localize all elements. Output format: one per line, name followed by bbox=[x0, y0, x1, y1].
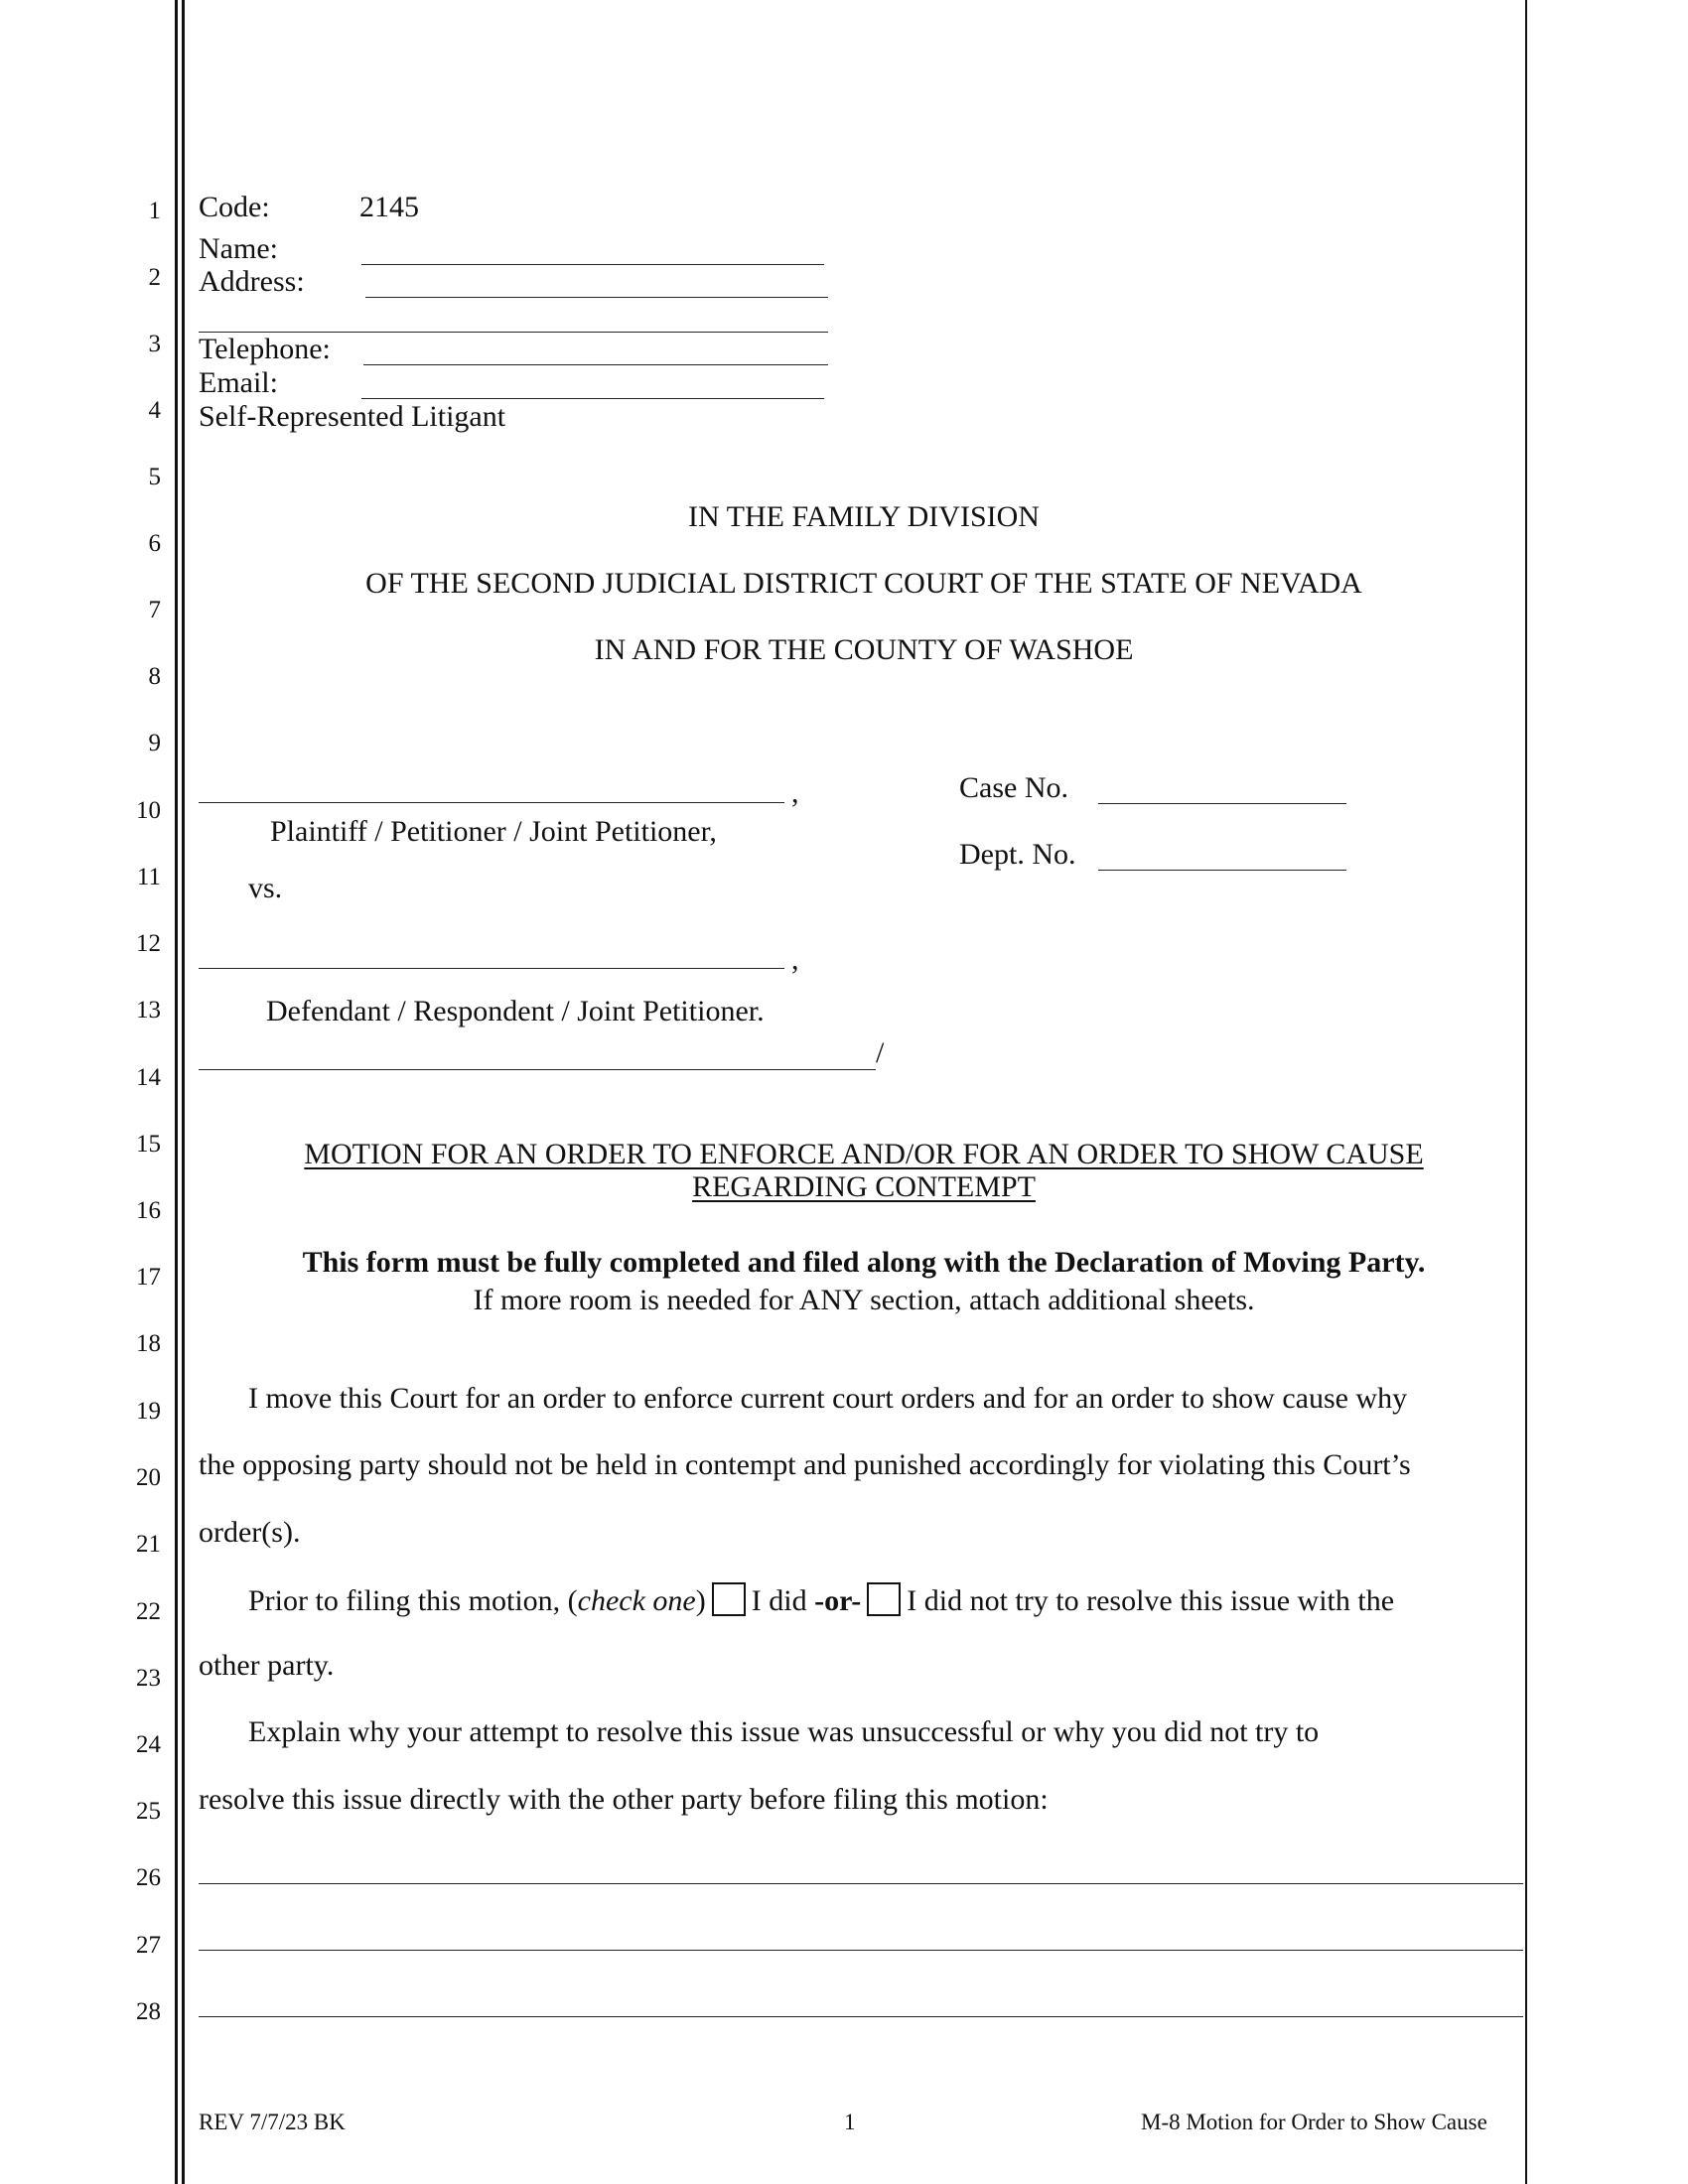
line-number: 12 bbox=[136, 930, 161, 957]
court-heading-line-3: IN AND FOR THE COUNTY OF WASHOE bbox=[594, 633, 1134, 666]
footer-revision: REV 7/7/23 BK bbox=[199, 2110, 346, 2134]
line-number: 20 bbox=[136, 1464, 161, 1491]
caption-slash: / bbox=[876, 1036, 885, 1069]
line-number: 27 bbox=[136, 1932, 161, 1959]
line-number: 11 bbox=[136, 864, 161, 890]
telephone-label: Telephone: bbox=[199, 333, 331, 365]
p2-did-not-label: I did not try to resolve this issue with the bbox=[907, 1584, 1395, 1617]
body-p2-line-1 bbox=[248, 1582, 1394, 1618]
code-label: Code: bbox=[199, 191, 270, 223]
did-checkbox[interactable] bbox=[712, 1582, 746, 1616]
line-number: 28 bbox=[136, 1998, 161, 2025]
court-heading-line-1: IN THE FAMILY DIVISION bbox=[688, 500, 1040, 533]
email-field[interactable] bbox=[361, 398, 824, 399]
p2-prefix: Prior to filing this motion, ( bbox=[248, 1584, 578, 1617]
line-number: 16 bbox=[136, 1197, 161, 1224]
body-p1-line-1: I move this Court for an order to enforce current court orders and for an order to show cause why bbox=[248, 1382, 1408, 1415]
line-number: 17 bbox=[136, 1264, 161, 1291]
line-number: 22 bbox=[136, 1598, 161, 1625]
motion-title-line-1 bbox=[0, 1138, 1688, 1171]
address-field-line-1[interactable] bbox=[365, 297, 828, 298]
line-number: 18 bbox=[136, 1330, 161, 1357]
instructions-bold: This form must be fully completed and filed along with the Declaration of Moving Party. bbox=[302, 1246, 1426, 1279]
defendant-label: Defendant / Respondent / Joint Petitioner. bbox=[266, 995, 765, 1027]
case-number-field[interactable] bbox=[1098, 803, 1346, 804]
line-number: 23 bbox=[136, 1665, 161, 1692]
line-number: 4 bbox=[148, 397, 161, 424]
line-number: 7 bbox=[148, 597, 161, 623]
name-label: Name: bbox=[199, 232, 278, 265]
body-p3-line-1: Explain why your attempt to resolve this issue was unsuccessful or why you did not try to bbox=[248, 1715, 1320, 1748]
p2-or: -or- bbox=[814, 1584, 862, 1617]
line-number: 2 bbox=[148, 264, 161, 291]
p2-check-one: check one bbox=[577, 1584, 696, 1617]
plaintiff-name-field[interactable] bbox=[199, 802, 784, 803]
explanation-line-2[interactable] bbox=[199, 1950, 1523, 1951]
defendant-name-field[interactable] bbox=[199, 968, 784, 969]
line-number: 15 bbox=[136, 1131, 161, 1158]
line-number: 8 bbox=[148, 663, 161, 690]
plaintiff-comma: , bbox=[791, 776, 799, 809]
line-number: 6 bbox=[148, 530, 161, 557]
line-number: 3 bbox=[148, 331, 161, 357]
explanation-line-1[interactable] bbox=[199, 1883, 1523, 1884]
versus-label: vs. bbox=[248, 872, 283, 904]
p2-close-paren: ) bbox=[695, 1584, 706, 1617]
line-number: 13 bbox=[136, 997, 161, 1024]
line-number: 5 bbox=[148, 464, 161, 490]
motion-title-text-2: REGARDING CONTEMPT bbox=[692, 1170, 1036, 1203]
body-p2-line-2: other party. bbox=[199, 1649, 335, 1682]
case-number-label: Case No. bbox=[959, 771, 1068, 804]
code-value: 2145 bbox=[359, 191, 419, 223]
caption-bottom-rule bbox=[199, 1069, 876, 1070]
line-number: 1 bbox=[148, 198, 161, 224]
body-p1-line-3: order(s). bbox=[199, 1516, 301, 1549]
line-number: 26 bbox=[136, 1864, 161, 1891]
motion-title-line-2 bbox=[0, 1170, 1688, 1204]
body-p3-line-2: resolve this issue directly with the other party before filing this motion: bbox=[199, 1783, 1049, 1816]
line-number: 10 bbox=[136, 797, 161, 824]
telephone-field[interactable] bbox=[363, 364, 828, 365]
body-p1-line-2: the opposing party should not be held in contempt and punished accordingly for violating this Court’s bbox=[199, 1448, 1411, 1481]
motion-title-text-1: MOTION FOR AN ORDER TO ENFORCE AND/OR FOR AN ORDER TO SHOW CAUSE bbox=[304, 1138, 1424, 1170]
plaintiff-label: Plaintiff / Petitioner / Joint Petitioner, bbox=[270, 815, 717, 848]
left-margin-rule-outer bbox=[175, 0, 178, 2184]
address-label: Address: bbox=[199, 265, 305, 298]
p2-did-label: I did bbox=[751, 1584, 807, 1617]
footer-form-name: M-8 Motion for Order to Show Cause bbox=[1141, 2110, 1487, 2134]
line-number: 14 bbox=[136, 1064, 161, 1091]
line-number: 25 bbox=[136, 1798, 161, 1825]
defendant-comma: , bbox=[791, 943, 799, 976]
dept-number-label: Dept. No. bbox=[959, 838, 1076, 871]
instructions-note: If more room is needed for ANY section, attach additional sheets. bbox=[473, 1284, 1255, 1316]
footer-page-number: 1 bbox=[844, 2110, 856, 2134]
line-number: 9 bbox=[148, 730, 161, 756]
line-number: 19 bbox=[136, 1398, 161, 1425]
did-not-checkbox[interactable] bbox=[867, 1582, 901, 1616]
dept-number-field[interactable] bbox=[1098, 870, 1346, 871]
name-field[interactable] bbox=[361, 264, 824, 265]
court-heading-line-2: OF THE SECOND JUDICIAL DISTRICT COURT OF THE STATE OF NEVADA bbox=[365, 567, 1362, 600]
line-number: 21 bbox=[136, 1531, 161, 1558]
explanation-line-3[interactable] bbox=[199, 2016, 1523, 2017]
email-label: Email: bbox=[199, 366, 278, 399]
litigant-status: Self-Represented Litigant bbox=[199, 400, 506, 433]
right-margin-rule bbox=[1525, 0, 1527, 2184]
left-margin-rule-inner bbox=[182, 0, 185, 2184]
line-number: 24 bbox=[136, 1731, 161, 1758]
